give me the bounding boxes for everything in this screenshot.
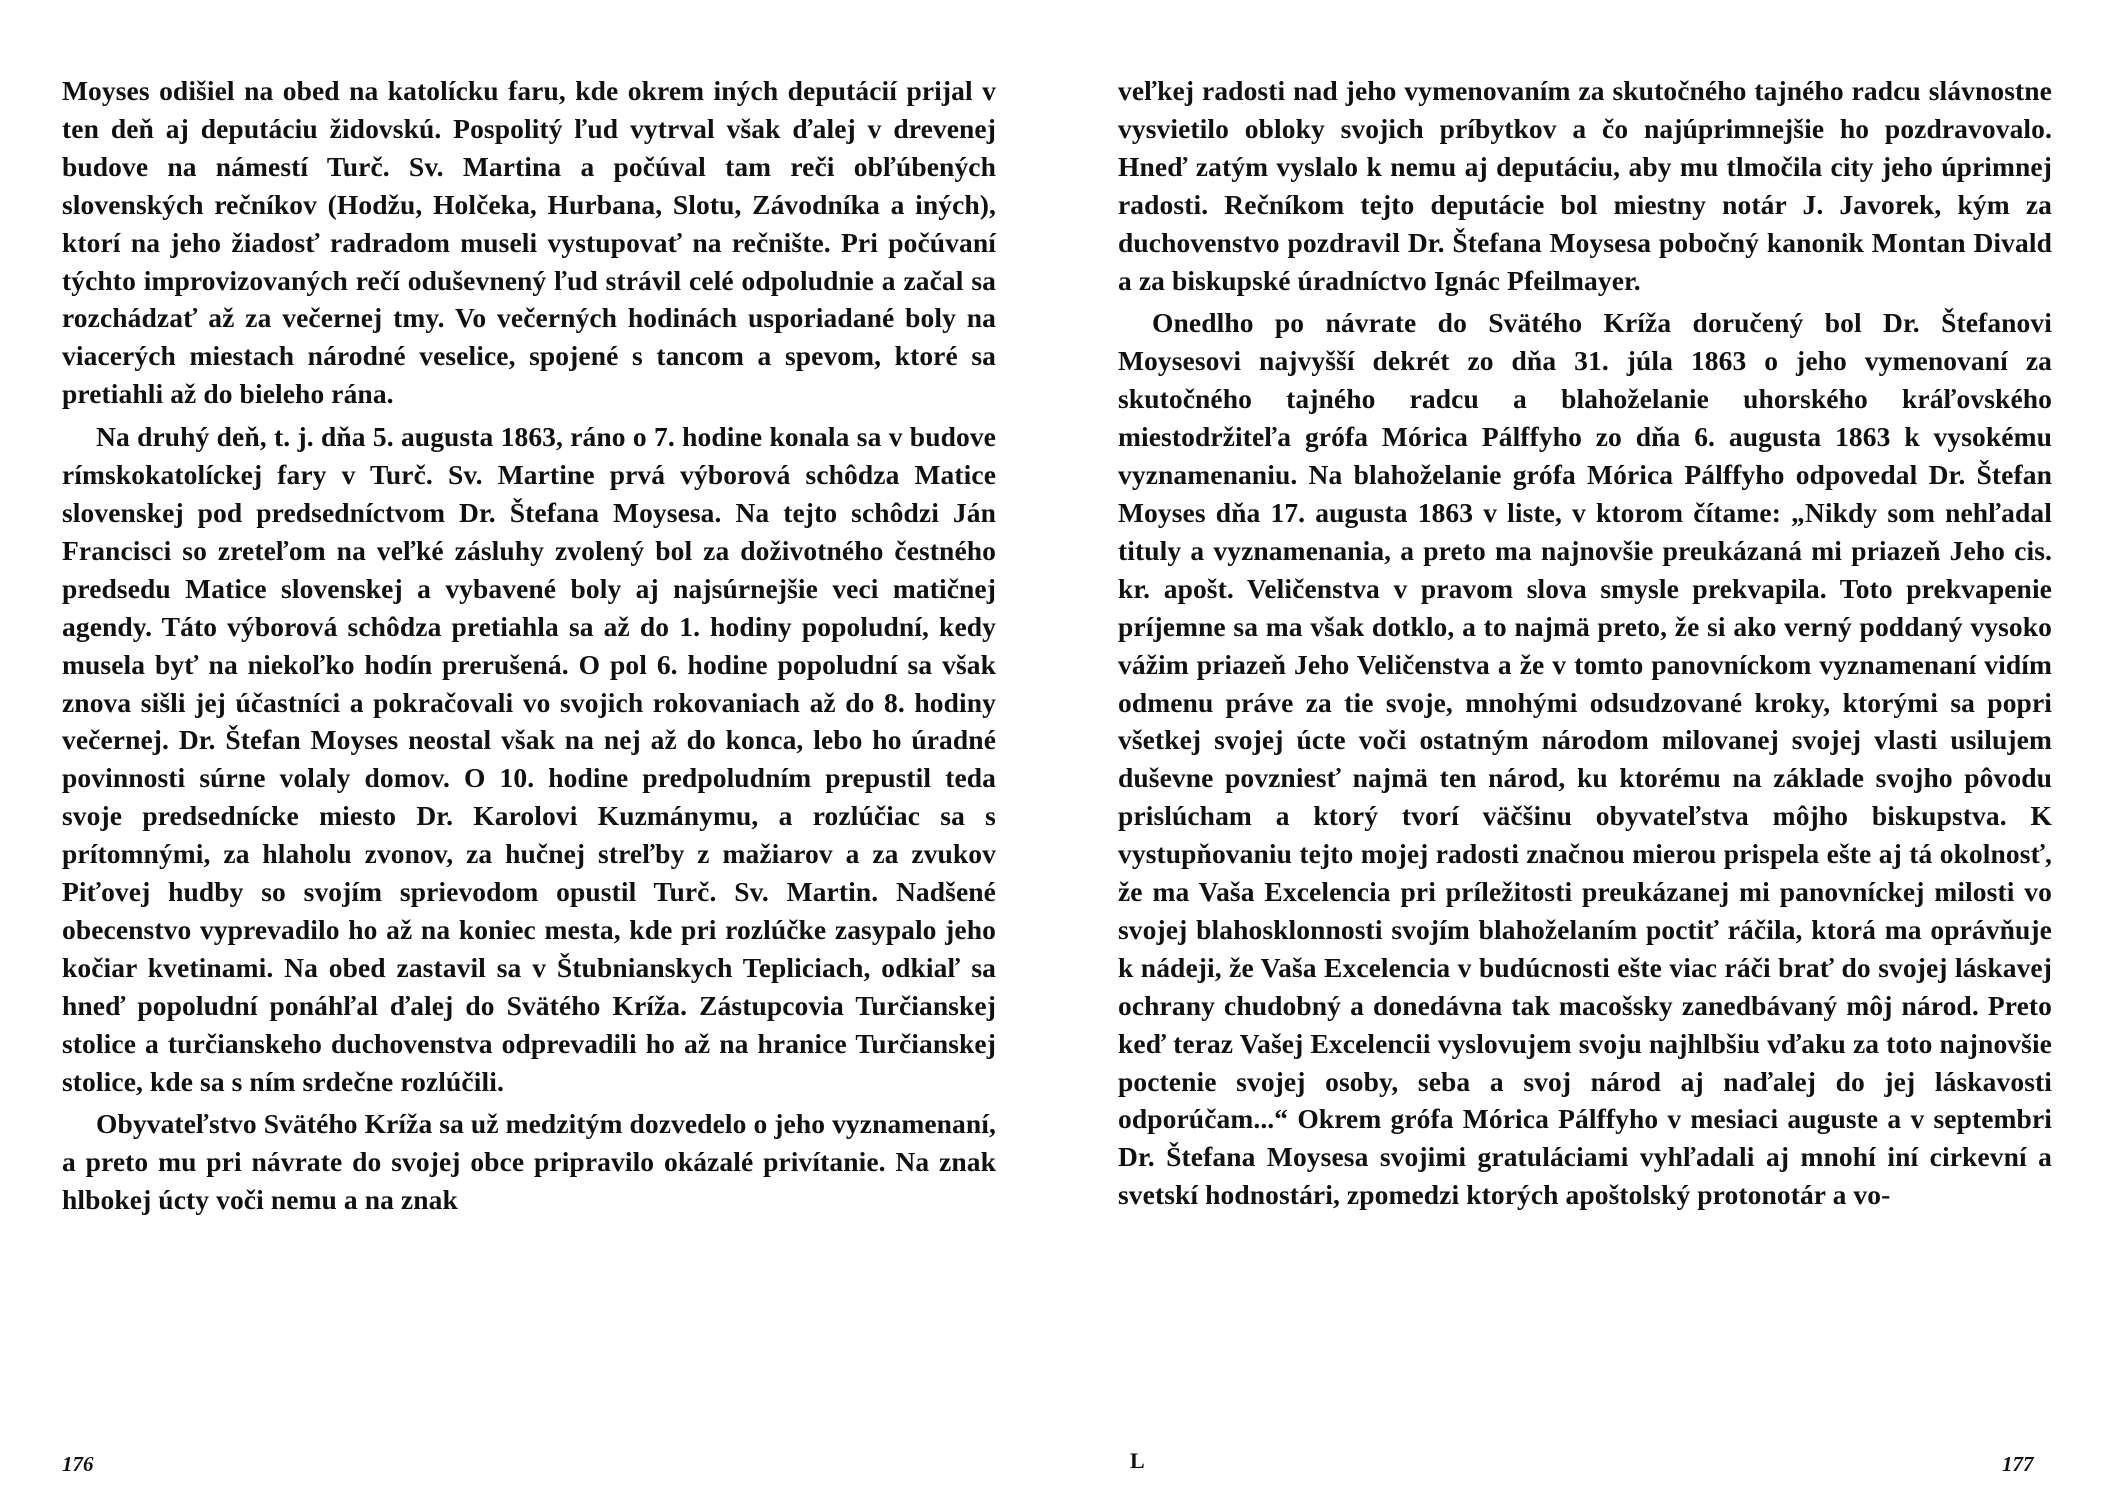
- left-page-number: 176: [62, 1452, 94, 1476]
- left-page: [62, 72, 996, 1219]
- right-paragraph-2: Onedlho po návrate do Svätého Kríža doručený bol Dr. Štefanovi Moysesovi najvyšší dekrét zo dňa 31. júla 1863 o jeho vymenovaní za skutočného tajného radcu a blahoželanie uhorského kráľovského miestodržiteľa grófa Mórica Pálffyho zo dňa 6. augusta 1863 k vysokému vyznamenaniu. Na blahoželanie grófa Mórica Pálffyho odpovedal Dr. Štefan Moyses dňa 17. augusta 1863 v liste, v ktorom čítame: „Nikdy som nehľadal tituly a vyznamenania, a preto ma najnovšie preukázaná mi priazeň Jeho cis. kr. apošt. Veličenstva v pravom slova smysle prekvapila. Toto prekvapenie príjemne sa ma však dotklo, a to najmä preto, že si ako verný poddaný vysoko vážim priazeň Jeho Veličenstva a že v tomto panovníckom vyznamenaní vidím odmenu práve za tie svoje, mnohými odsudzované kroky, ktorými sa popri všetkej svojej úcte voči ostatným národom milovanej svojej vlasti usilujem duševne povzniesť najmä ten národ, ku ktorému na základe svojho pôvodu prislúcham a ktorý tvorí väčšinu obyvateľstva môjho biskupstva. K vystupňovaniu tejto mojej radosti značnou mierou prispela ešte aj tá okolnosť, že ma Vaša Excelencia pri príležitosti preukázanej mi panovníckej milosti vo svojej blahosklonnosti svojím blahoželaním poctiť ráčila, ktorá ma oprávňuje k nádeji, že Vaša Excelencia v budúcnosti ešte viac ráči brať do svojej láskavej ochrany chudobný a donedávna tak macošsky zanedbávaný môj národ. Preto keď teraz Vašej Excelencii vyslovujem svoju najhlbšiu vďaku za toto najnovšie poctenie svojej osoby, seba a svoj národ aj naďalej do jej láskavosti odporúčam...“ Okrem grófa Mórica Pálffyho v mesiaci auguste a v septembri Dr. Štefana Moysesa svojimi gratuláciami vyhľadali aj mnohí iní cirkevní a svetskí hodnostári, zpomedzi ktorých apoštolský protonotár a vo-: [1118, 307, 2052, 1211]
- left-paragraph-2: Na druhý deň, t. j. dňa 5. augusta 1863, ráno o 7. hodine konala sa v budove rímskokatolíckej fary v Turč. Sv. Martine prvá výborová schôdza Matice slovenskej pod predsedníctvom Dr. Štefana Moysesa. Na tejto schôdzi Ján Francisci so zreteľom na veľké zásluhy zvolený bol za doživotného čestného predsedu Matice slovenskej a vybavené boly aj najsúrnejšie veci matičnej agendy. Táto výborová schôdza pretiahla sa až do 1. hodiny popoludní, kedy musela byť na niekoľko hodín prerušená. O pol 6. hodine popoludní sa však znova sišli jej účastníci a pokračovali vo svojich rokovaniach až do 8. hodiny večernej. Dr. Štefan Moyses neostal však na nej až do konca, lebo ho úradné povinnosti súrne volaly domov. O 10. hodine predpoludním prepustil teda svoje predsednícke miesto Dr. Karolovi Kuzmánymu, a rozlúčiac sa s prítomnými, za hlaholu zvonov, za hučnej streľby z mažiarov a za zvukov Piťovej hudby so svojím sprievodom opustil Turč. Sv. Martin. Nadšené obecenstvo vyprevadilo ho až na koniec mesta, kde pri rozlúčke zasypalo jeho kočiar kvetinami. Na obed zastavil sa v Štubnianskych Tepliciach, odkiaľ sa hneď popoludní ponáhľal ďalej do Svätého Kríža. Zástupcovia Turčianskej stolice a turčianskeho duchovenstva odprevadili ho až na hranice Turčianskej stolice, kde sa s ním srdečne rozlúčili.: [62, 421, 996, 1097]
- right-paragraph-1: veľkej radosti nad jeho vymenovaním za skutočného tajného radcu slávnostne vysvietilo obloky svojich príbytkov a čo najúprimnejšie ho pozdravovalo. Hneď zatým vyslalo k nemu aj deputáciu, aby mu tlmočila city jeho úprimnej radosti. Rečníkom tejto deputácie bol miestny notár J. Javorek, kým za duchovenstvo pozdravil Dr. Štefana Moysesa pobočný kanonik Montan Divald a za biskupské úradníctvo Ignác Pfeilmayer.: [1118, 75, 2052, 296]
- left-paragraph-3: Obyvateľstvo Svätého Kríža sa už medzitým dozvedelo o jeho vyznamenaní, a preto mu pri návrate do svojej obce pripravilo okázalé privítanie. Na znak hlbokej úcty voči nemu a na znak: [62, 1108, 996, 1216]
- right-page: [1118, 72, 2052, 1214]
- signature-mark: L: [1130, 1448, 1145, 1473]
- right-page-number: 177: [2002, 1452, 2034, 1476]
- left-paragraph-1: Moyses odišiel na obed na katolícku faru, kde okrem iných deputácií prijal v ten deň aj deputáciu židovskú. Pospolitý ľud vytrval však ďalej v drevenej budove na námestí Turč. Sv. Martina a počúval tam reči obľúbených slovenských rečníkov (Hodžu, Holčeka, Hurbana, Slotu, Závodníka a iných), ktorí na jeho žiadosť radradom museli vystupovať na rečnište. Pri počúvaní týchto improvizovaných rečí oduševnený ľud strávil celé odpoludnie a začal sa rozchádzať až za večernej tmy. Vo večerných hodinách usporiadané boly na viacerých miestach národné veselice, spojené s tancom a spevom, ktoré sa pretiahli až do bieleho rána.: [62, 75, 996, 410]
